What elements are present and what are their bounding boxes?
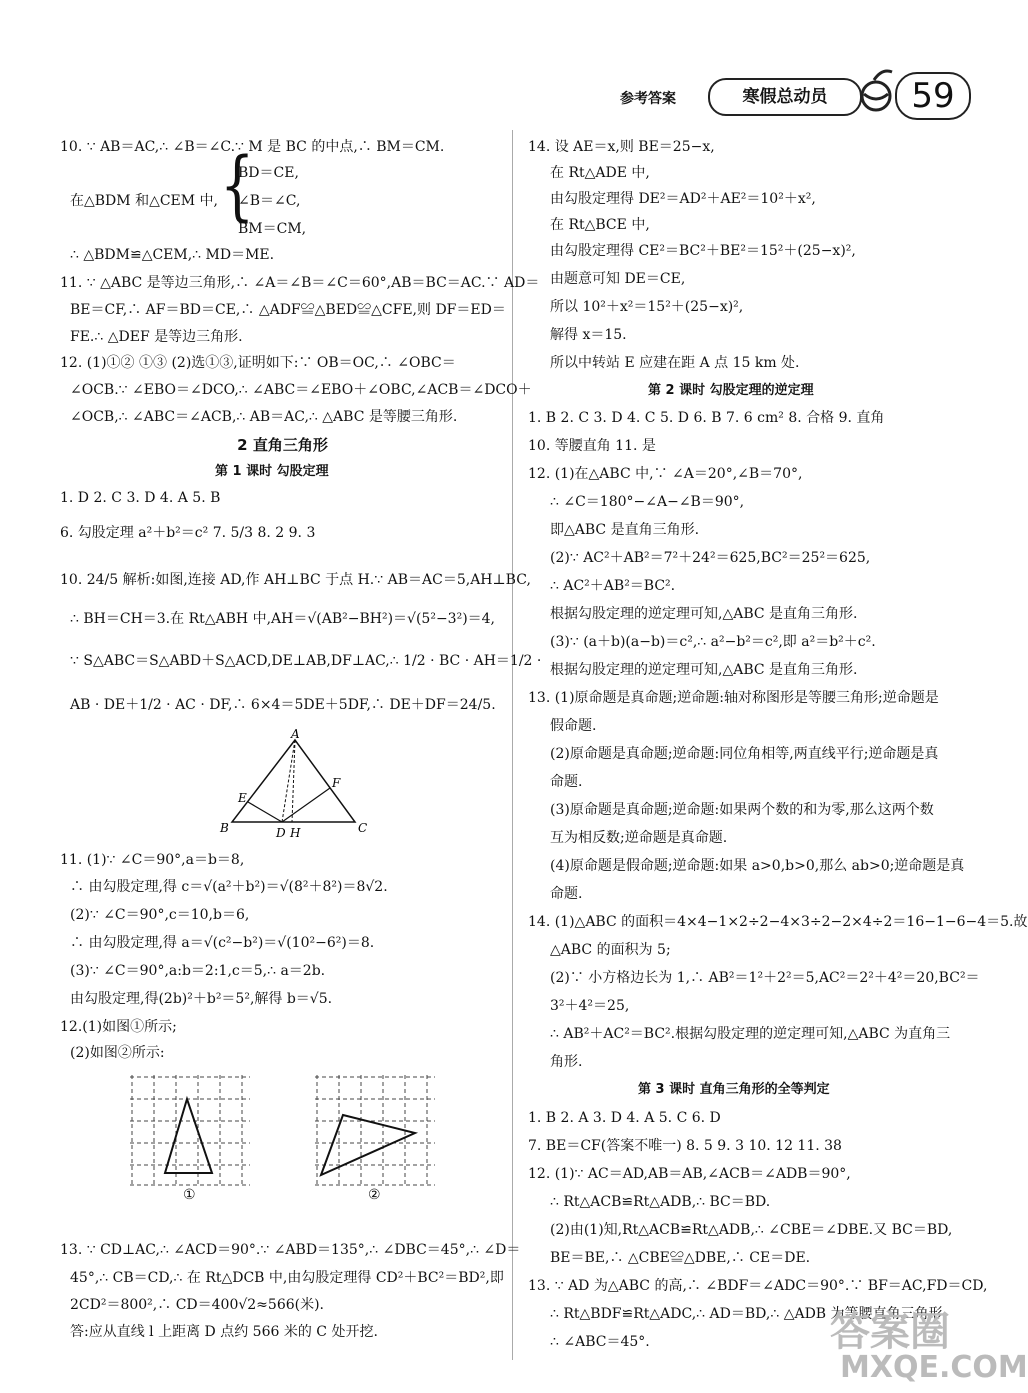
vertex-label: D [276, 826, 286, 840]
answer-line: 12.(1)如图①所示; [60, 1019, 177, 1035]
answer-line: ∴ 由勾股定理,得 a＝√(c²−b²)＝√(10²−6²)＝8. [70, 935, 375, 951]
system-brace: { [220, 141, 255, 230]
answer-line: ∠OCB,∴ ∠ABC＝∠ACB,∴ AB＝AC,∴ △ABC 是等腰三角形. [70, 409, 458, 425]
vertex-label: A [291, 727, 300, 741]
answer-line: 6. 勾股定理 a²＋b²＝c² 7. 5/3 8. 2 9. 3 [60, 525, 316, 541]
answer-line: 1. B 2. C 3. D 4. C 5. D 6. B 7. 6 cm² 8. 合格 9. 直角 [528, 410, 885, 426]
answer-line: 假命题. [550, 718, 597, 734]
answer-line: 11. (1)∵ ∠C＝90°,a＝b＝8, [60, 852, 245, 868]
answer-line: 答:应从直线 l 上距离 D 点约 566 米的 C 处开挖. [70, 1324, 378, 1340]
answer-line: BE＝BE,∴ △CBE≌△DBE,∴ CE＝DE. [550, 1250, 811, 1266]
answer-line: (3)∵ (a＋b)(a−b)＝c²,∴ a²−b²＝c²,即 a²＝b²＋c². [550, 634, 876, 650]
mascot-icon [852, 66, 900, 114]
answer-line: 在△BDM 和△CEM 中, [70, 193, 218, 209]
answer-line: 1. D 2. C 3. D 4. A 5. B [60, 490, 221, 506]
lesson-title: 第 1 课时 勾股定理 [215, 464, 329, 479]
answer-line: 即△ABC 是直角三角形. [550, 522, 700, 538]
answer-line: (2)如图②所示: [70, 1045, 165, 1061]
answer-line: ∠B＝∠C, [238, 193, 301, 209]
answer-line: 所以中转站 E 应建在距 A 点 15 km 处. [550, 355, 800, 371]
answer-line: 10. ∵ AB＝AC,∴ ∠B＝∠C.∵ M 是 BC 的中点,∴ BM＝CM. [60, 139, 445, 155]
answer-line: (3)原命题是真命题;逆命题:如果两个数的和为零,那么这两个数 [550, 802, 934, 818]
grid-figure-1 [130, 1075, 250, 1187]
vertex-label: F [332, 776, 341, 790]
answer-line: 由勾股定理得 DE²＝AD²＋AE²＝10²＋x², [550, 191, 816, 207]
grid-figure-2 [315, 1075, 435, 1187]
vertex-label: H [290, 826, 301, 840]
answer-line: ∴ ∠ABC＝45°. [550, 1334, 650, 1350]
answer-line: △ABC 的面积为 5; [550, 942, 671, 958]
vertex-label: B [220, 821, 229, 835]
answer-line: 由勾股定理得 CE²＝BC²＋BE²＝15²＋(25−x)², [550, 243, 856, 259]
answer-line: AB · DE＋1/2 · AC · DF,∴ 6×4＝5DE＋5DF,∴ DE＋DF＝24/5. [70, 697, 496, 713]
answer-line: 命题. [550, 886, 583, 902]
answer-line: (4)原命题是假命题;逆命题:如果 a>0,b>0,那么 ab>0;逆命题是真 [550, 858, 965, 874]
triangle-figure [220, 727, 370, 840]
answer-line: 12. (1)①② ①③ (2)选①③,证明如下:∵ OB＝OC,∴ ∠OBC＝ [60, 355, 456, 371]
answer-line: 13. (1)原命题是真命题;逆命题:轴对称图形是等腰三角形;逆命题是 [528, 690, 939, 706]
answer-line: 45°,∴ CB＝CD,∴ 在 Rt△DCB 中,由勾股定理得 CD²＋BC²＝BD²,即 [70, 1270, 504, 1286]
answer-line: ∴ AC²＋AB²＝BC². [550, 578, 676, 594]
answer-line: ∴ △BDM≌△CEM,∴ MD＝ME. [70, 247, 275, 263]
answer-line: 14. (1)△ABC 的面积＝4×4−1×2÷2−4×3÷2−2×4÷2＝16−1−6−4＝5.故 [528, 914, 1028, 930]
answer-line: BE＝CF,∴ AF＝BD＝CE,∴ △ADF≌△BED≌△CFE,则 DF＝ED＝ [70, 302, 506, 318]
answer-line: (2)由(1)知,Rt△ACB≌Rt△ADB,∴ ∠CBE＝∠DBE.又 BC＝BD, [550, 1222, 953, 1238]
answer-line: (2)∵ ∠C＝90°,c＝10,b＝6, [70, 907, 250, 923]
answer-line: 12. (1)∵ AC＝AD,AB＝AB,∠ACB＝∠ADB＝90°, [528, 1166, 851, 1182]
answer-line: (2)原命题是真命题;逆命题:同位角相等,两直线平行;逆命题是真 [550, 746, 939, 762]
figure-label: ② [368, 1187, 381, 1203]
section-title: 2 直角三角形 [237, 436, 328, 454]
answer-line: ∴ 由勾股定理,得 c＝√(a²＋b²)＝√(8²＋8²)＝8√2. [70, 879, 388, 895]
figure-label: ① [183, 1187, 196, 1203]
answer-line: 10. 等腰直角 11. 是 [528, 438, 656, 454]
answer-line: ∴ BH＝CH＝3.在 Rt△ABH 中,AH＝√(AB²−BH²)＝√(5²−3²)＝4, [70, 611, 496, 627]
answer-line: ∴ ∠C＝180°−∠A−∠B＝90°, [550, 494, 745, 510]
answer-line: ∴ Rt△ACB≌Rt△ADB,∴ BC＝BD. [550, 1194, 771, 1210]
answer-line: 12. (1)在△ABC 中,∵ ∠A＝20°,∠B＝70°, [528, 466, 803, 482]
answer-line: 所以 10²＋x²＝15²＋(25−x)², [550, 299, 744, 315]
answer-line: ∴ AB²＋AC²＝BC².根据勾股定理的逆定理可知,△ABC 为直角三 [550, 1026, 951, 1042]
watermark-logo: 答案圈 [830, 1309, 950, 1355]
answer-line: 角形. [550, 1054, 583, 1070]
answer-line: 13. ∵ CD⊥AC,∴ ∠ACD＝90°.∵ ∠ABD＝135°,∴ ∠DBC＝45°,∴ ∠D＝ [60, 1242, 521, 1258]
answer-line: 11. ∵ △ABC 是等边三角形,∴ ∠A＝∠B＝∠C＝60°,AB＝BC＝AC.∵ AD＝ [60, 275, 540, 291]
answer-line: (2)∵ AC²＋AB²＝7²＋24²＝625,BC²＝25²＝625, [550, 550, 871, 566]
answer-line: 互为相反数;逆命题是真命题. [550, 830, 728, 846]
answer-line: ∠OCB.∵ ∠EBO＝∠DCO,∴ ∠ABC＝∠EBO＋∠OBC,∠ACB＝∠DCO＋ [70, 382, 532, 398]
answer-line: 14. 设 AE＝x,则 BE＝25−x, [528, 139, 715, 155]
reference-answer-label: 参考答案 [620, 91, 676, 107]
answer-line: 2CD²＝800²,∴ CD＝400√2≈566(米). [70, 1297, 325, 1313]
answer-line: 在 Rt△ADE 中, [550, 165, 650, 181]
answer-line: ∵ S△ABC＝S△ABD＋S△ACD,DE⊥AB,DF⊥AC,∴ 1/2 · BC · AH＝1/2 · [70, 653, 542, 669]
watermark-url: MXQE.COM [840, 1350, 1028, 1385]
answer-line: BD＝CE, [238, 165, 299, 181]
answer-line: 解得 x＝15. [550, 327, 627, 343]
answer-line: 10. 24/5 解析:如图,连接 AD,作 AH⊥BC 于点 H.∵ AB＝AC＝5,AH⊥BC, [60, 572, 531, 588]
answer-line: 由题意可知 DE＝CE, [550, 271, 686, 287]
answer-line: 由勾股定理,得(2b)²＋b²＝5²,解得 b＝√5. [70, 991, 333, 1007]
answer-line: 1. B 2. A 3. D 4. A 5. C 6. D [528, 1110, 721, 1126]
answer-line: 13. ∵ AD 为△ABC 的高,∴ ∠BDF＝∠ADC＝90°.∵ BF＝AC,FD＝CD, [528, 1278, 988, 1294]
answer-line: 根据勾股定理的逆定理可知,△ABC 是直角三角形. [550, 606, 858, 622]
page-number: 59 [895, 72, 971, 120]
answer-line: (3)∵ ∠C＝90°,a:b＝2:1,c＝5,∴ a＝2b. [70, 963, 326, 979]
answer-line: 3²＋4²＝25, [550, 998, 630, 1014]
page-header [0, 0, 1000, 125]
answer-line: 在 Rt△BCE 中, [550, 217, 650, 233]
answer-line: FE.∴ △DEF 是等边三角形. [70, 329, 243, 345]
vertex-label: E [238, 791, 247, 805]
answer-line: ∴ Rt△BDF≌Rt△ADC,∴ AD＝BD,∴ △ADB 为等腰直角三角形, [550, 1306, 947, 1322]
lesson-title: 第 3 课时 直角三角形的全等判定 [638, 1082, 830, 1097]
answer-line: 命题. [550, 774, 583, 790]
lesson-title: 第 2 课时 勾股定理的逆定理 [648, 383, 814, 398]
answer-line: BM＝CM, [238, 221, 307, 237]
vertex-label: C [358, 821, 368, 835]
answer-line: 7. BE＝CF(答案不唯一) 8. 5 9. 3 10. 12 11. 38 [528, 1138, 842, 1154]
column-divider [512, 130, 513, 1360]
answer-line: 根据勾股定理的逆定理可知,△ABC 是直角三角形. [550, 662, 858, 678]
answer-line: (2)∵ 小方格边长为 1,∴ AB²＝1²＋2²＝5,AC²＝2²＋4²＝20,BC²＝ [550, 970, 980, 986]
book-title: 寒假总动员 [708, 78, 862, 116]
